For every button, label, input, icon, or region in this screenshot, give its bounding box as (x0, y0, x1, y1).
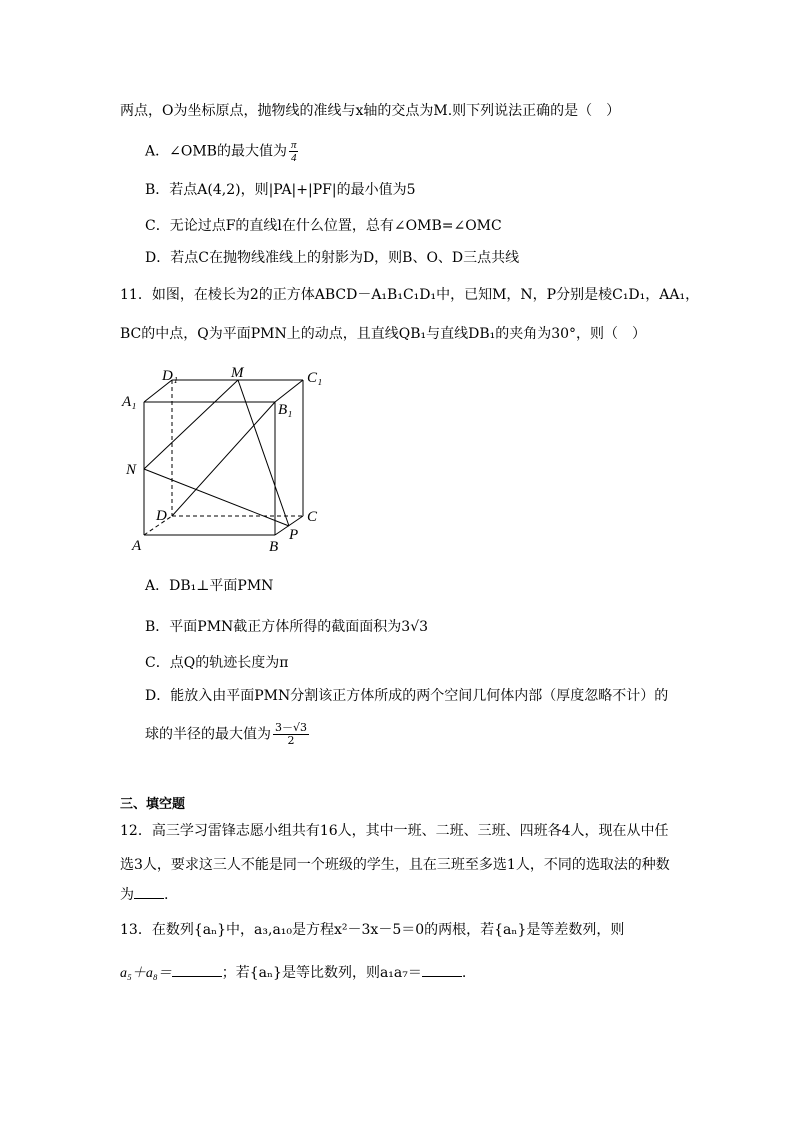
q11-stem-line2: BC的中点，Q为平面PMN上的动点，且直线QB₁与直线DB₁的夹角为30°，则（ ） (120, 326, 647, 342)
fraction-denominator: 2 (287, 734, 295, 747)
label-a: A (132, 538, 142, 554)
q11-option-d-line2 (145, 722, 311, 747)
fraction-numerator: π (290, 139, 297, 151)
q13-line2 (120, 963, 466, 984)
option-label: C． (145, 218, 170, 234)
option-text: DB₁⊥平面PMN (169, 578, 274, 594)
q10-option-a (145, 139, 300, 164)
section-title: 三、填空题 (120, 797, 186, 812)
label-a1: A₁ (122, 394, 137, 410)
q10-option-c (145, 216, 502, 236)
option-text: 能放入由平面PMN分割该正方体所成的两个空间几何体内部（厚度忽略不计）的 (170, 688, 669, 704)
cube-figure (120, 362, 340, 557)
q13-line2-a: a₅＋a₈＝ (120, 966, 172, 981)
label-d: D (156, 508, 167, 524)
answer-blank-2[interactable] (422, 964, 462, 977)
option-label: A． (145, 143, 170, 160)
option-text: 平面PMN截正方体所得的截面面积为3√3 (169, 619, 429, 635)
q13-line2-end: . (461, 965, 467, 981)
label-b: B (269, 539, 279, 555)
answer-blank-1[interactable] (172, 964, 222, 977)
q12-line3 (120, 885, 168, 905)
q12-line2: 选3人，要求这三人不能是同一个班级的学生，且在三班至多选1人，不同的选取法的种数 (120, 857, 670, 873)
option-label: B． (145, 182, 170, 198)
q11-option-c (145, 653, 288, 673)
fraction (289, 139, 299, 164)
q11-stem-line1: 11．如图，在棱长为2的正方体ABCD－A₁B₁C₁D₁中，已知M，N，P分别是棱C₁D₁，AA₁， (120, 287, 700, 303)
option-label: D． (145, 688, 171, 704)
label-p: P (289, 527, 299, 543)
option-text: ∠OMB的最大值为 (169, 143, 287, 160)
label-b1: B₁ (278, 402, 293, 418)
option-text: 球的半径的最大值为 (145, 726, 271, 743)
q10-option-b (145, 180, 415, 200)
fraction (273, 722, 309, 747)
option-text: 无论过点F的直线l在什么位置，总有∠OMB=∠OMC (169, 218, 502, 234)
segment-mn (144, 380, 238, 469)
option-text: 若点A(4,2)，则|PA|+|PF|的最小值为5 (169, 182, 416, 198)
fraction-numerator: 3－√3 (275, 721, 308, 734)
q11-option-b (145, 617, 428, 637)
q12-line3-end: . (164, 887, 169, 903)
option-label: C． (145, 655, 170, 671)
label-m: M (231, 365, 244, 381)
q11-option-d (145, 686, 668, 706)
option-label: A． (145, 578, 170, 594)
label-c: C (307, 509, 318, 525)
option-text: 点Q的轨迹长度为π (169, 655, 289, 671)
label-d1: D₁ (162, 368, 179, 384)
option-label: B． (145, 619, 170, 635)
label-c1: C₁ (307, 370, 323, 386)
q10-stem: 两点，O为坐标原点，抛物线的准线与x轴的交点为M.则下列说法正确的是（ ） (120, 103, 621, 119)
fraction-denominator: 4 (290, 152, 297, 164)
segment-db1 (172, 402, 275, 516)
option-text: 若点C在抛物线准线上的射影为D，则B、O、D三点共线 (170, 250, 520, 266)
q12-line1: 12．高三学习雷锋志愿小组共有16人，其中一班、二班、三班、四班各4人，现在从中任 (120, 823, 669, 839)
option-label: D． (145, 250, 171, 266)
q11-option-a (145, 576, 273, 596)
edge-b1c1 (275, 380, 303, 402)
q13-line2-b: ；若{aₙ}是等比数列，则a₁a₇＝ (221, 965, 422, 981)
q13-line1: 13．在数列{aₙ}中，a₃,a₁₀是方程x²－3x－5＝0的两根，若{aₙ}是等差数列，则 (120, 922, 625, 938)
answer-blank[interactable] (134, 886, 164, 899)
q10-option-d (145, 248, 519, 268)
label-n: N (126, 462, 137, 478)
q12-line3-text: 为 (120, 887, 134, 903)
